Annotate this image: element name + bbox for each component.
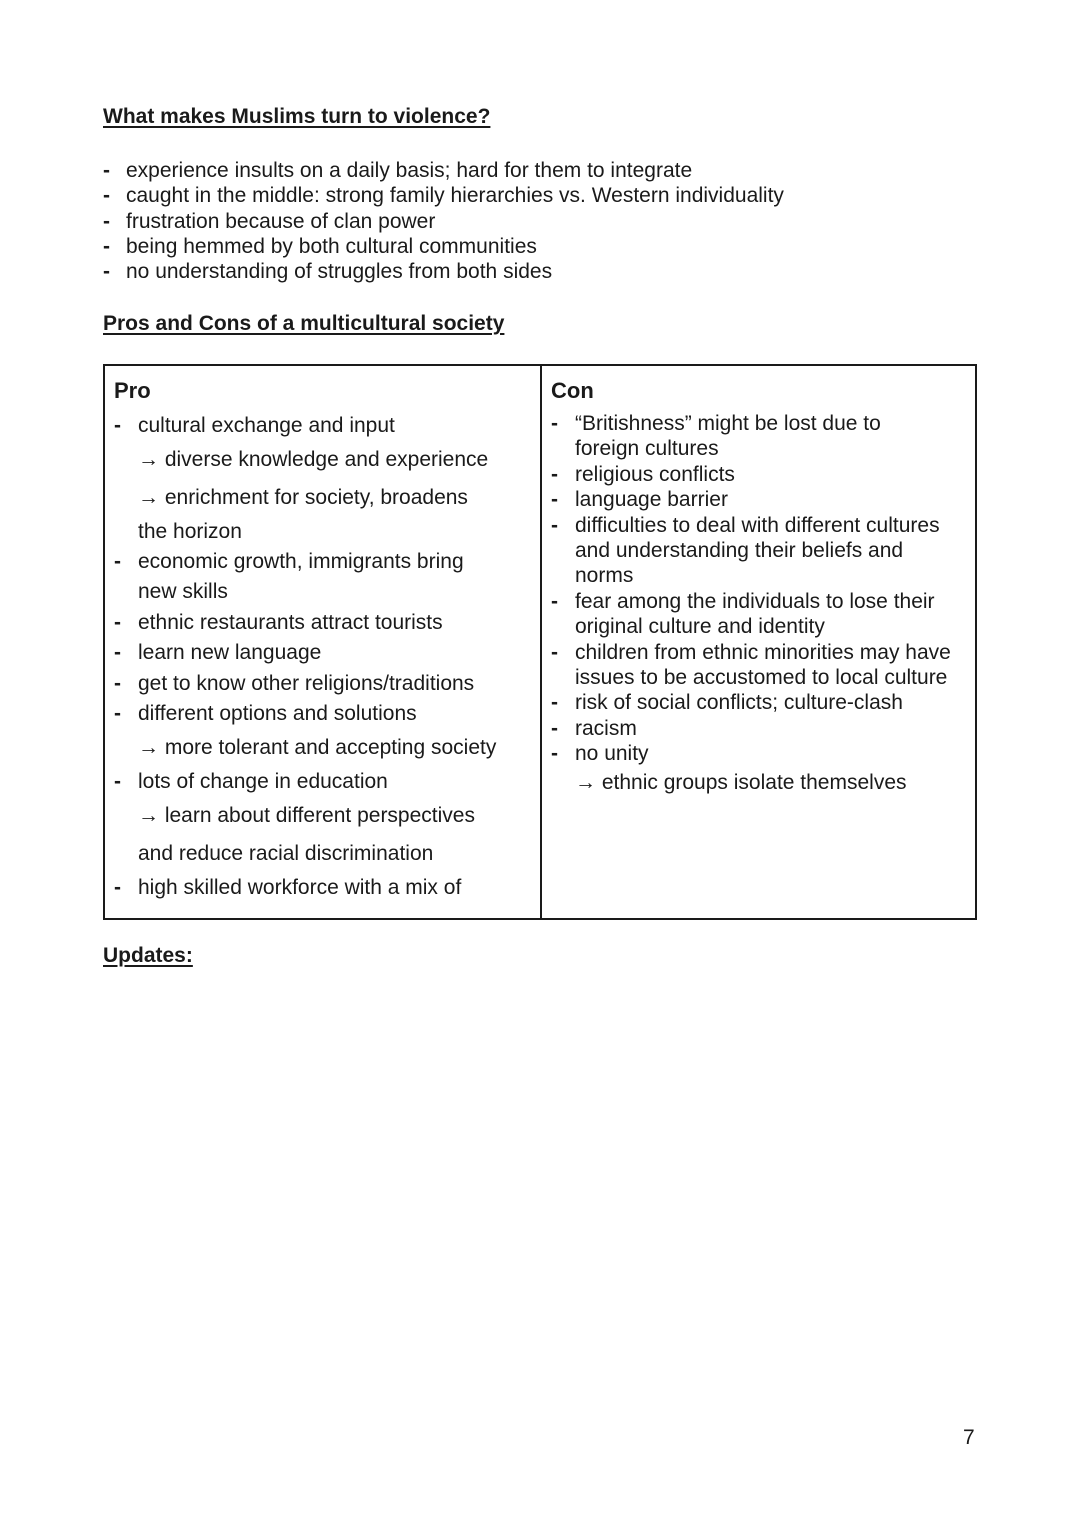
list-item: - frustration because of clan power	[103, 209, 903, 234]
list-item: norms	[575, 564, 634, 588]
heading-updates: Updates:	[103, 944, 193, 967]
list-item: - “Britishness” might be lost due to	[551, 411, 976, 436]
con-header: Con	[551, 378, 594, 403]
page-number: 7	[963, 1426, 975, 1449]
list-item: original culture and identity	[575, 615, 825, 639]
con-list	[551, 411, 976, 795]
list-item: - get to know other religions/traditions	[114, 669, 534, 699]
pro-header: Pro	[114, 378, 151, 403]
list-item: - children from ethnic minorities may have	[551, 640, 976, 665]
pro-con-table	[103, 364, 977, 920]
list-item: - economic growth, immigrants bring	[114, 547, 534, 577]
heading-pros-cons: Pros and Cons of a multicultural society	[103, 312, 505, 335]
list-item: - no understanding of struggles from both sides	[103, 259, 903, 284]
list-item: - difficulties to deal with different cultures	[551, 513, 976, 538]
list-item: - cultural exchange and input	[114, 411, 534, 441]
list-item: → more tolerant and accepting society	[138, 736, 497, 760]
list-item: - caught in the middle: strong family hierarchies vs. Western individuality	[103, 183, 903, 208]
list-item: - racism	[551, 716, 976, 741]
list-item: - risk of social conflicts; culture-clash	[551, 690, 976, 715]
list-item: - being hemmed by both cultural communities	[103, 234, 903, 259]
list-item: new skills	[138, 580, 228, 604]
list-item: - learn new language	[114, 638, 534, 668]
list-item: - no unity	[551, 741, 976, 766]
list-item: issues to be accustomed to local culture	[575, 666, 948, 690]
list-item: → diverse knowledge and experience	[138, 448, 489, 472]
list-item: foreign cultures	[575, 437, 719, 461]
list-item: - ethnic restaurants attract tourists	[114, 608, 534, 638]
list-item: the horizon	[138, 519, 242, 543]
list-item: - language barrier	[551, 487, 976, 512]
list-item: → learn about different perspectives	[138, 804, 475, 828]
list-item: - lots of change in education	[114, 767, 534, 797]
violence-reasons-list	[103, 158, 903, 284]
pro-column	[105, 366, 540, 918]
con-column	[540, 366, 975, 918]
heading-violence: What makes Muslims turn to violence?	[103, 105, 491, 128]
list-item: - high skilled workforce with a mix of	[114, 873, 534, 903]
pro-list	[114, 411, 534, 903]
list-item: - fear among the individuals to lose their	[551, 589, 976, 614]
list-item: and reduce racial discrimination	[138, 842, 434, 866]
list-item: → ethnic groups isolate themselves	[575, 770, 907, 794]
list-item: → enrichment for society, broadens	[138, 486, 468, 509]
list-item: - religious conflicts	[551, 462, 976, 487]
list-item: - experience insults on a daily basis; hard for them to integrate	[103, 158, 903, 183]
list-item: and understanding their beliefs and	[575, 539, 904, 563]
list-item: - different options and solutions	[114, 699, 534, 729]
